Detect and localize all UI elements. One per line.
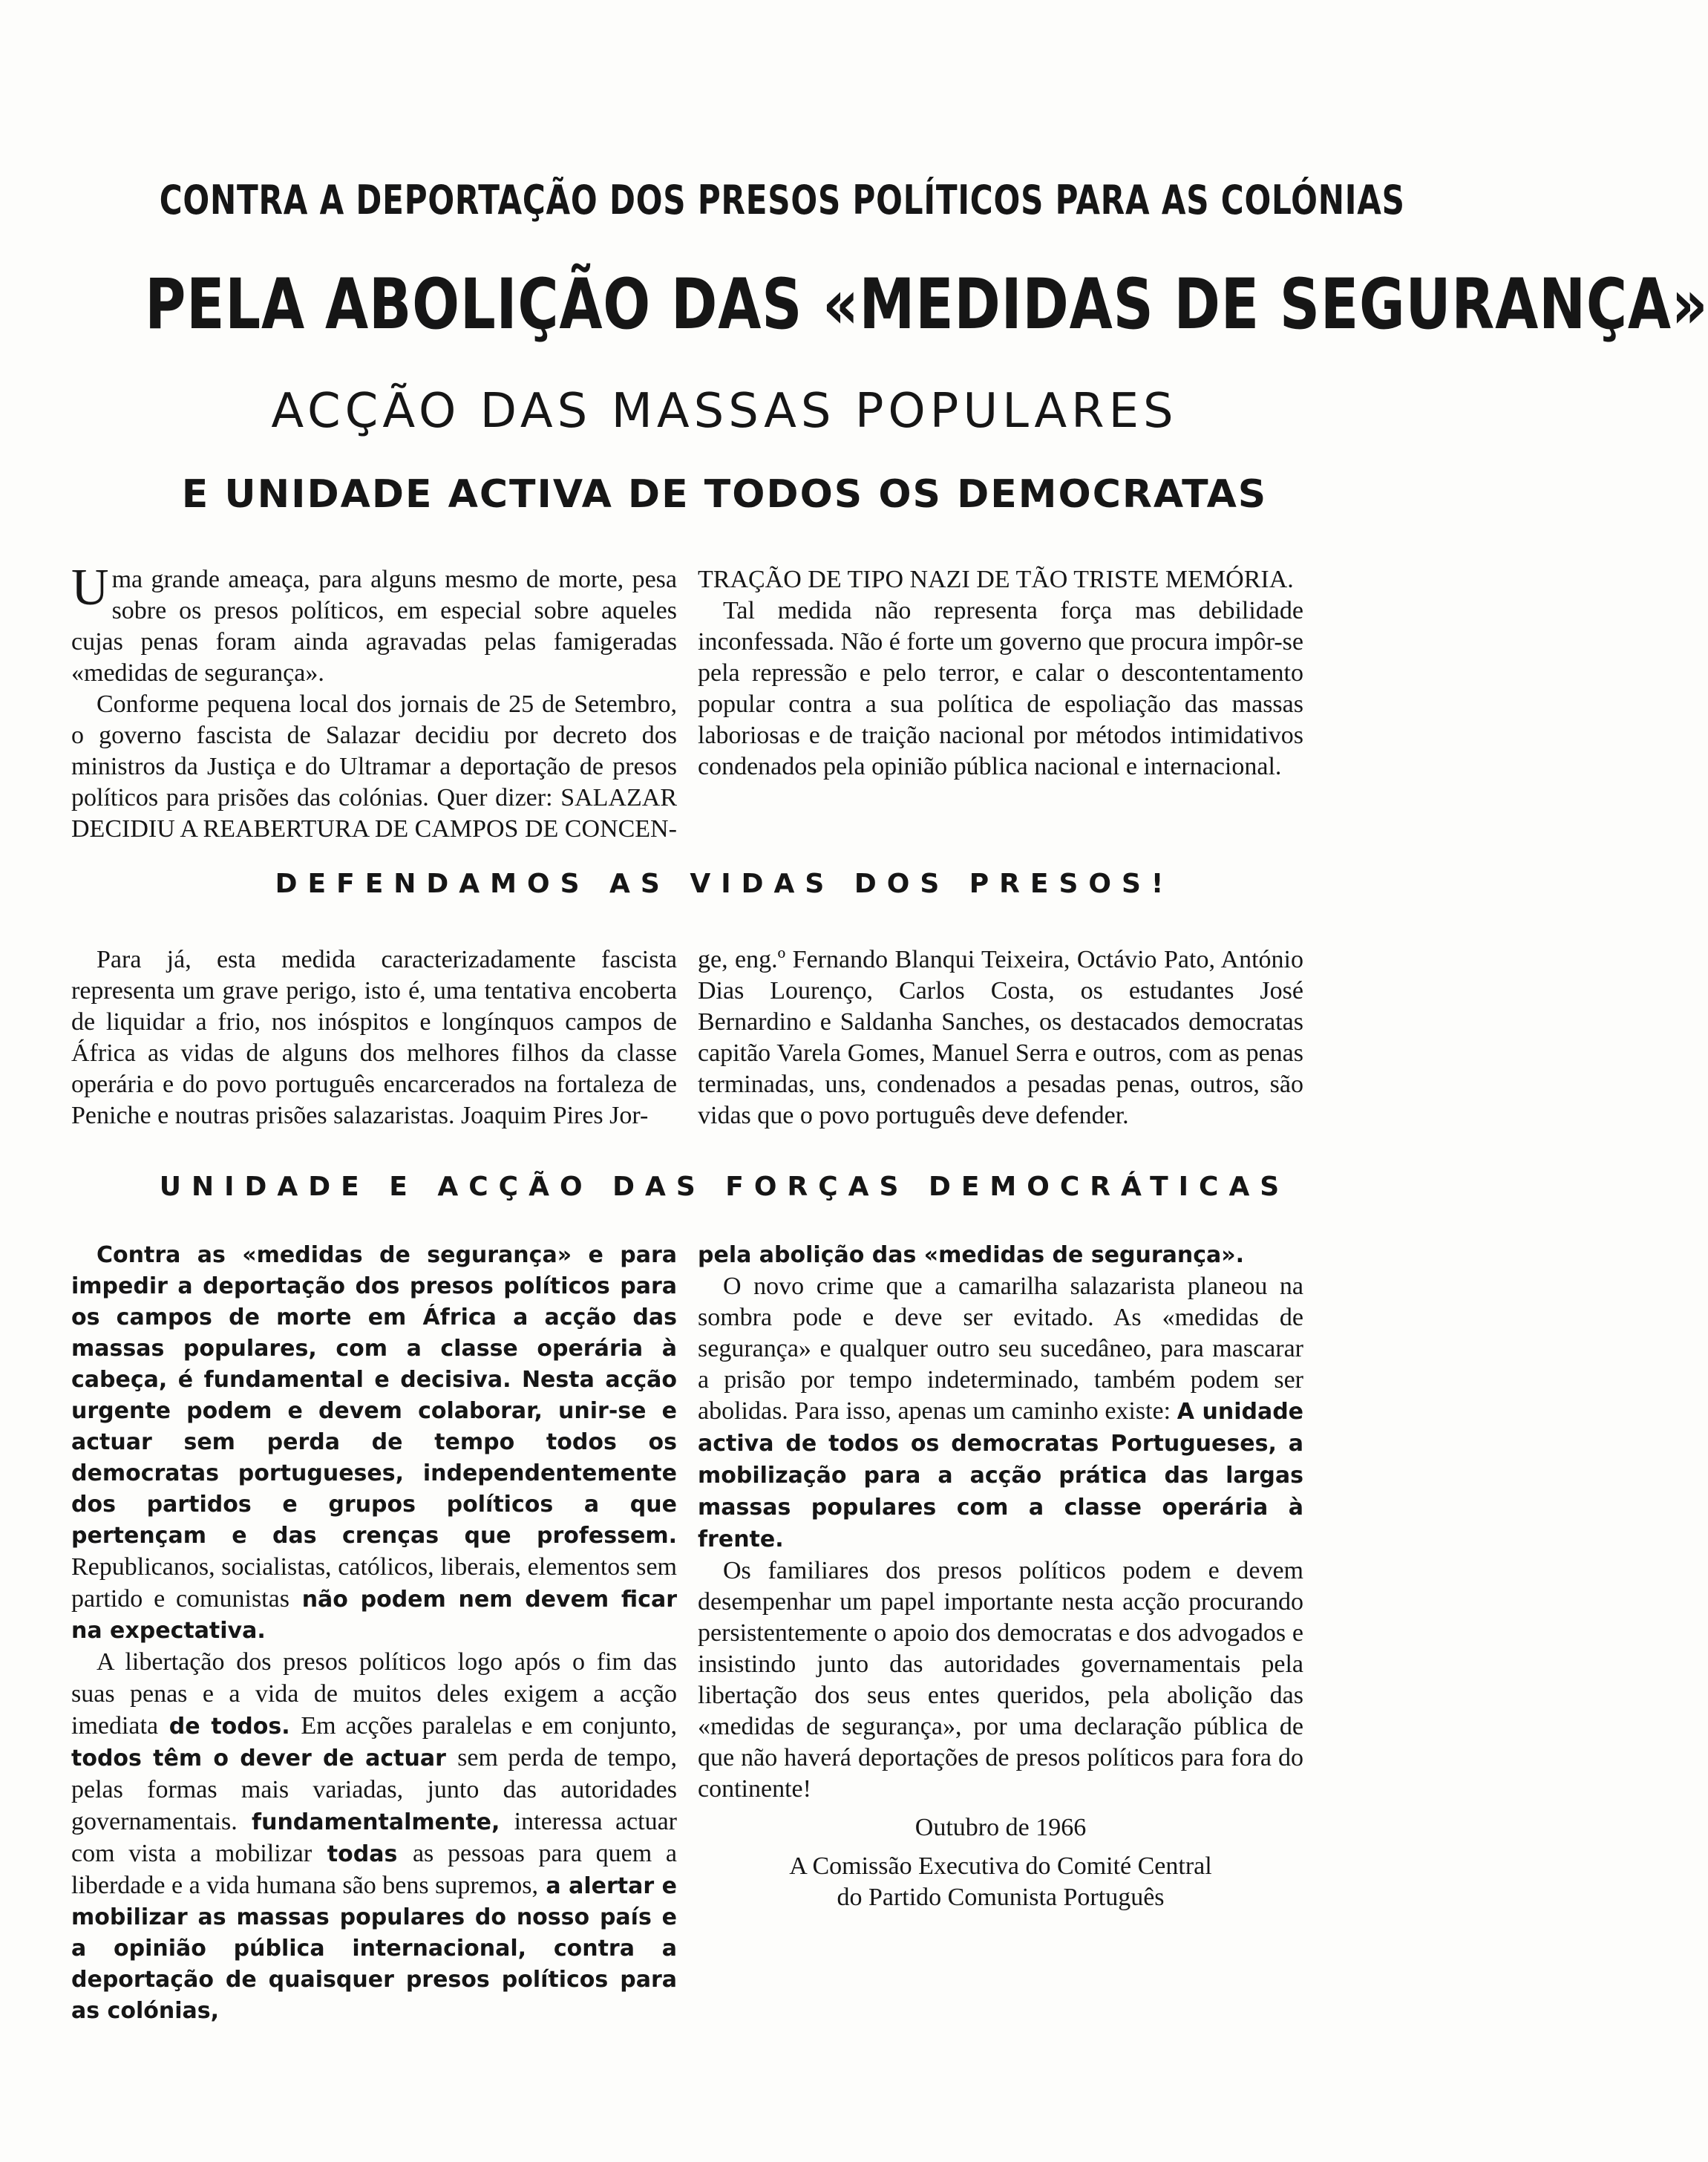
s3-left-p1-bold: Contra as «medidas de segurança» e para impedir a deportação dos presos políticos para os campos de morte em África a acção das massas populares, com a classe operária à cabeça, é fundamental e decisiva. Nesta acção urgente podem e devem colaborar, unir-se e actuar sem perda de tempo todos os democratas portugueses, independentemente dos partidos e grupos políticos a que pertençam e das crenças que professem. [71,1242,677,1549]
s3-left-p2-i: as pessoas para quem a liberdade e a vida humana são bens supremos, [71,1840,677,1899]
section3-right-paragraph-1: pela abolição das «medidas de segurança». [698,1242,1245,1268]
section1-left-paragraph-2: Conforme pequena local dos jornais de 25 de Setembro, o governo fascista de Salazar decidiu por decreto dos ministros da Justiça e do Ultramar a deportação de presos políticos para prisões das colónias. Quer dizer: SALAZAR DECIDIU A REABERTURA DE CAMPOS DE CONCEN- [71,690,677,843]
s3-left-p2-a: A libertação dos presos políticos logo após o fim das suas penas e a vida de muitos deles exigem a acção imediata [71,1648,677,1740]
s3-left-p2-h: todas [327,1841,398,1867]
s3-left-p2-d: todos têm o dever de actuar [71,1745,446,1771]
section2-left-column [71,944,677,1131]
section1-left-p1-text: ma grande ameaça, para alguns mesmo de morte, pesa sobre os presos políticos, em especial sobre aqueles cujas penas foram ainda agravadas pelas famigeradas «medidas de segurança». [71,566,677,687]
section2-right-paragraph: ge, eng.º Fernando Blanqui Teixeira, Octávio Pato, António Dias Lourenço, Carlos Costa, os estudantes José Bernardino e Saldanha Sanches, os destacados democratas capitão Varela Gomes, Manuel Serra e outros, com as penas terminadas, uns, condenados a pesadas penas, outros, são vidas que o povo português deve defender. [698,946,1303,1129]
s3-left-p1-end: não podem nem devem ficar na expectativa. [71,1587,677,1644]
document-date: Outubro de 1966 [914,1814,1087,1841]
s3-right-p2-b: A unidade activa de todos os democratas Portugueses, a mobilização para a acção prática das largas massas populares com a classe operária à frente. [698,1399,1304,1552]
section1-right-column [698,564,1303,783]
s3-left-p1-serif: Republicanos, socialistas, católicos, liberais, elementos sem partido e comunistas [71,1553,677,1613]
section3-left-paragraph-2 [71,1647,677,2027]
subheading-defendamos: DEFENDAMOS AS VIDAS DOS PRESOS! [275,869,1174,899]
section3-right-column [698,1240,1303,1913]
subheading-unidade: UNIDADE E ACÇÃO DAS FORÇAS DEMOCRÁTICAS [159,1172,1290,1202]
section1-left-paragraph-1 [71,559,677,689]
section1-right-paragraph-2: Tal medida não representa força mas debilidade inconfessada. Não é forte um governo que procura impôr-se pela repressão e pelo terror, e calar o descontentamento popular contra a sua política de espoliação das massas laboriosas e de traição nacional por métodos intimidativos condenados pela opinião pública nacional e internacional. [698,597,1303,780]
s3-left-p2-e: sem perda de tempo, pelas formas mais variadas, junto das autoridades governamentais. [71,1744,678,1835]
s3-right-p2-a: O novo crime que a camarilha salazarista planeou na sombra pode e deve ser evitado. As «medidas de segurança» e qualquer outro seu sucedâneo, para mascarar a prisão por tempo indeterminado, também podem ser abolidas. Para isso, apenas um caminho existe: [698,1273,1303,1425]
headline-2: PELA ABOLIÇÃO DAS «MEDIDAS DE SEGURANÇA» [145,264,1708,345]
section3-right-paragraph-2 [698,1271,1303,1555]
section3-right-paragraph-3: Os familiares dos presos políticos podem e devem desempenhar um papel importante nesta acção procurando persistentemente o apoio dos democratas e dos advogados e insistindo junto das autoridades governamentais pela libertação dos seus entes queridos, pela abolição das «medidas de segurança», por uma declaração pública de que não haverá deportações de presos políticos para fora do continente! [698,1557,1303,1803]
section2-right-column [698,944,1303,1131]
headline-4: E UNIDADE ACTIVA DE TODOS OS DEMOCRATAS [181,472,1268,517]
headline-3: ACÇÃO DAS MASSAS POPULARES [271,384,1178,439]
s3-left-p2-b: de todos. [168,1714,290,1740]
section2-left-paragraph: Para já, esta medida caracterizadamente fascista representa um grave perigo, isto é, uma tentativa encoberta de liquidar a frio, nos inóspitos e longínquos campos de África as vidas de alguns dos melhores filhos da classe operária e do povo português encarcerados na fortaleza de Peniche e noutras prisões salazaristas. Joaquim Pires Jor- [71,946,677,1129]
signature-line-2: do Partido Comunista Português [837,1884,1165,1911]
s3-left-p2-f: fundamentalmente, [252,1809,500,1835]
headline-1: CONTRA A DEPORTAÇÃO DOS PRESOS POLÍTICOS PARA AS COLÓNIAS [159,177,1405,223]
drop-cap: U [71,559,109,616]
s3-left-p2-j: a alertar e mobilizar as massas populares do nosso país e a opinião pública internacional, contra a deportação de quaisquer presos políticos para as colónias, [71,1873,677,2024]
signature-line-1: A Comissão Executiva do Comité Central [789,1852,1212,1880]
section1-left-column [71,559,677,845]
section3-left-column [71,1240,677,2027]
s3-left-p2-c: Em acções paralelas e em conjunto, [301,1712,678,1740]
section3-left-paragraph-1 [71,1240,677,1647]
section1-right-paragraph-1: TRAÇÃO DE TIPO NAZI DE TÃO TRISTE MEMÓRIA. [698,566,1294,593]
s3-left-p2-g: interessa actuar com vista a mobilizar [71,1808,677,1867]
